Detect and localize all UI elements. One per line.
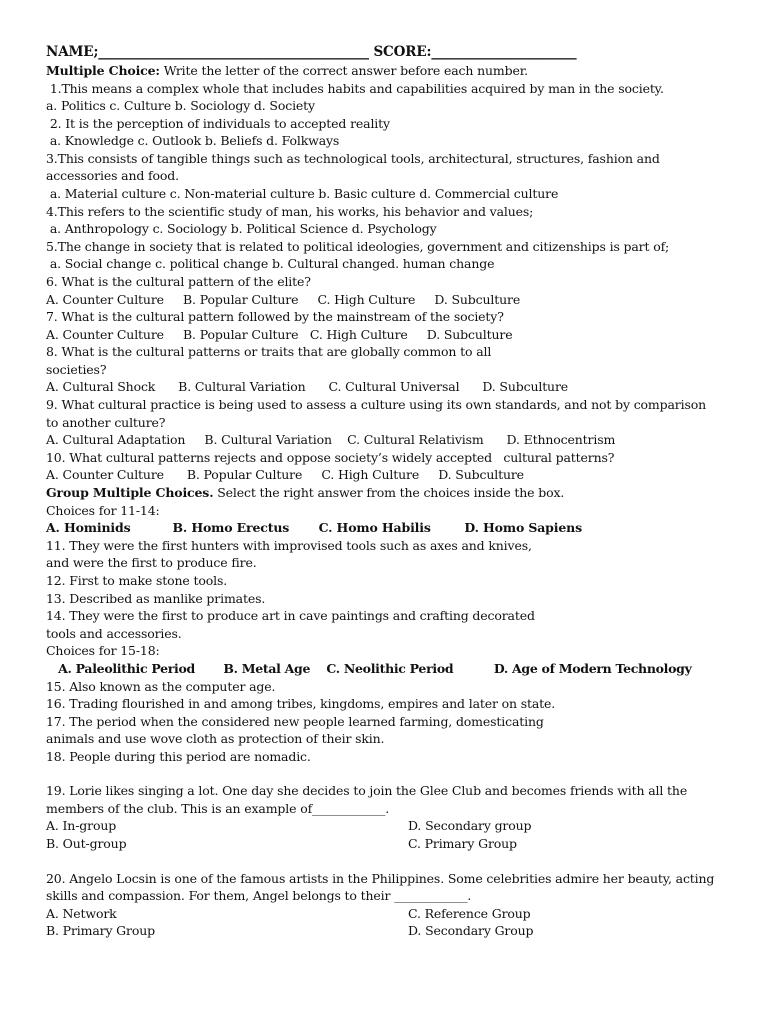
question-12: 12. First to make stone tools. bbox=[46, 573, 228, 588]
section1-text: Write the letter of the correct answer before each number. bbox=[159, 63, 529, 78]
question-20-option-d: D. Secondary Group bbox=[408, 923, 534, 938]
question-1-line-1: 1.This means a complex whole that includes habits and capabilities acquired by man in the society. bbox=[46, 81, 664, 96]
group1-label: Choices for 11-14: bbox=[46, 503, 160, 518]
group2-choices: A. Paleolithic Period B. Metal Age C. Neolithic Period D. Age of Modern Technology bbox=[46, 661, 692, 676]
question-18: 18. People during this period are nomadic. bbox=[46, 749, 311, 764]
name-blank: _________________________________________ bbox=[98, 44, 369, 60]
question-15: 15. Also known as the computer age. bbox=[46, 679, 276, 694]
question-8-options: A. Cultural Shock B. Cultural Variation C. Cultural Universal D. Subculture bbox=[46, 379, 569, 394]
question-17-line-1: 17. The period when the considered new people learned farming, domesticating bbox=[46, 714, 544, 729]
question-8-line-1: 8. What is the cultural patterns or traits that are globally common to all bbox=[46, 344, 492, 359]
question-9-options: A. Cultural Adaptation B. Cultural Variation C. Cultural Relativism D. Ethnocentrism bbox=[46, 432, 616, 447]
question-19-option-d: D. Secondary group bbox=[408, 818, 532, 833]
question-20-option-c: C. Reference Group bbox=[408, 906, 531, 921]
question-2-options: a. Knowledge c. Outlook b. Beliefs d. Folkways bbox=[46, 133, 340, 148]
score-blank: ______________________ bbox=[431, 44, 577, 60]
question-3-line-1: 3.This consists of tangible things such as technological tools, architectural, structures, fashion and bbox=[46, 151, 660, 166]
question-20-line-2: skills and compassion. For them, Angel belongs to their ____________. bbox=[46, 888, 472, 903]
question-19-option-c: C. Primary Group bbox=[408, 836, 517, 851]
question-19-line-2: members of the club. This is an example of____________. bbox=[46, 801, 390, 816]
group2-label: Choices for 15-18: bbox=[46, 643, 160, 658]
question-16: 16. Trading flourished in and among tribes, kingdoms, empires and later on state. bbox=[46, 696, 556, 711]
question-20-line-1: 20. Angelo Locsin is one of the famous artists in the Philippines. Some celebrities admire her beauty, acting bbox=[46, 871, 715, 886]
question-8-line-2: societies? bbox=[46, 362, 107, 377]
header-line bbox=[46, 44, 577, 61]
section1-heading: Multiple Choice: bbox=[46, 63, 160, 78]
question-14-line-2: tools and accessories. bbox=[46, 626, 182, 641]
section2-text: Select the right answer from the choices inside the box. bbox=[213, 485, 565, 500]
question-13: 13. Described as manlike primates. bbox=[46, 591, 266, 606]
question-7-options: A. Counter Culture B. Popular Culture C. High Culture D. Subculture bbox=[46, 327, 513, 342]
question-1-options: a. Politics c. Culture b. Sociology d. Society bbox=[46, 98, 315, 113]
question-2-line-1: 2. It is the perception of individuals to accepted reality bbox=[46, 116, 390, 131]
question-6-line-1: 6. What is the cultural pattern of the elite? bbox=[46, 274, 311, 289]
question-7-line-1: 7. What is the cultural pattern followed by the mainstream of the society? bbox=[46, 309, 504, 324]
question-3-options: a. Material culture c. Non-material culture b. Basic culture d. Commercial culture bbox=[46, 186, 559, 201]
question-20-option-a: A. Network bbox=[46, 906, 117, 921]
question-3-line-2: accessories and food. bbox=[46, 168, 179, 183]
question-9-line-2: to another culture? bbox=[46, 415, 166, 430]
question-5-options: a. Social change c. political change b. Cultural changed. human change bbox=[46, 256, 495, 271]
question-5-line-1: 5.The change in society that is related to political ideologies, government and citizenships is part of; bbox=[46, 239, 670, 254]
question-11-line-2: and were the first to produce fire. bbox=[46, 555, 257, 570]
question-19-line-1: 19. Lorie likes singing a lot. One day she decides to join the Glee Club and becomes friends with all the bbox=[46, 783, 688, 798]
group1-choices: A. Hominids B. Homo Erectus C. Homo Habilis D. Homo Sapiens bbox=[46, 520, 582, 535]
question-4-options: a. Anthropology c. Sociology b. Political Science d. Psychology bbox=[46, 221, 437, 236]
question-19-option-b: B. Out-group bbox=[46, 836, 127, 851]
question-4-line-1: 4.This refers to the scientific study of man, his works, his behavior and values; bbox=[46, 204, 534, 219]
question-9-line-1: 9. What cultural practice is being used to assess a culture using its own standards, and not by comparison bbox=[46, 397, 707, 412]
question-11-line-1: 11. They were the first hunters with improvised tools such as axes and knives, bbox=[46, 538, 532, 553]
question-20-option-b: B. Primary Group bbox=[46, 923, 155, 938]
question-14-line-1: 14. They were the first to produce art in cave paintings and crafting decorated bbox=[46, 608, 535, 623]
question-17-line-2: animals and use wove cloth as protection of their skin. bbox=[46, 731, 385, 746]
question-10-options: A. Counter Culture B. Popular Culture C. High Culture D. Subculture bbox=[46, 467, 524, 482]
question-6-options: A. Counter Culture B. Popular Culture C. High Culture D. Subculture bbox=[46, 292, 521, 307]
question-19-option-a: A. In-group bbox=[46, 818, 117, 833]
section1-instruction bbox=[46, 62, 528, 79]
section2-instruction bbox=[46, 484, 564, 501]
section2-heading: Group Multiple Choices. bbox=[46, 485, 214, 500]
question-10-line-1: 10. What cultural patterns rejects and oppose society’s widely accepted cultural patterns? bbox=[46, 450, 615, 465]
name-label: NAME; bbox=[46, 44, 99, 60]
score-label: SCORE: bbox=[373, 44, 432, 60]
